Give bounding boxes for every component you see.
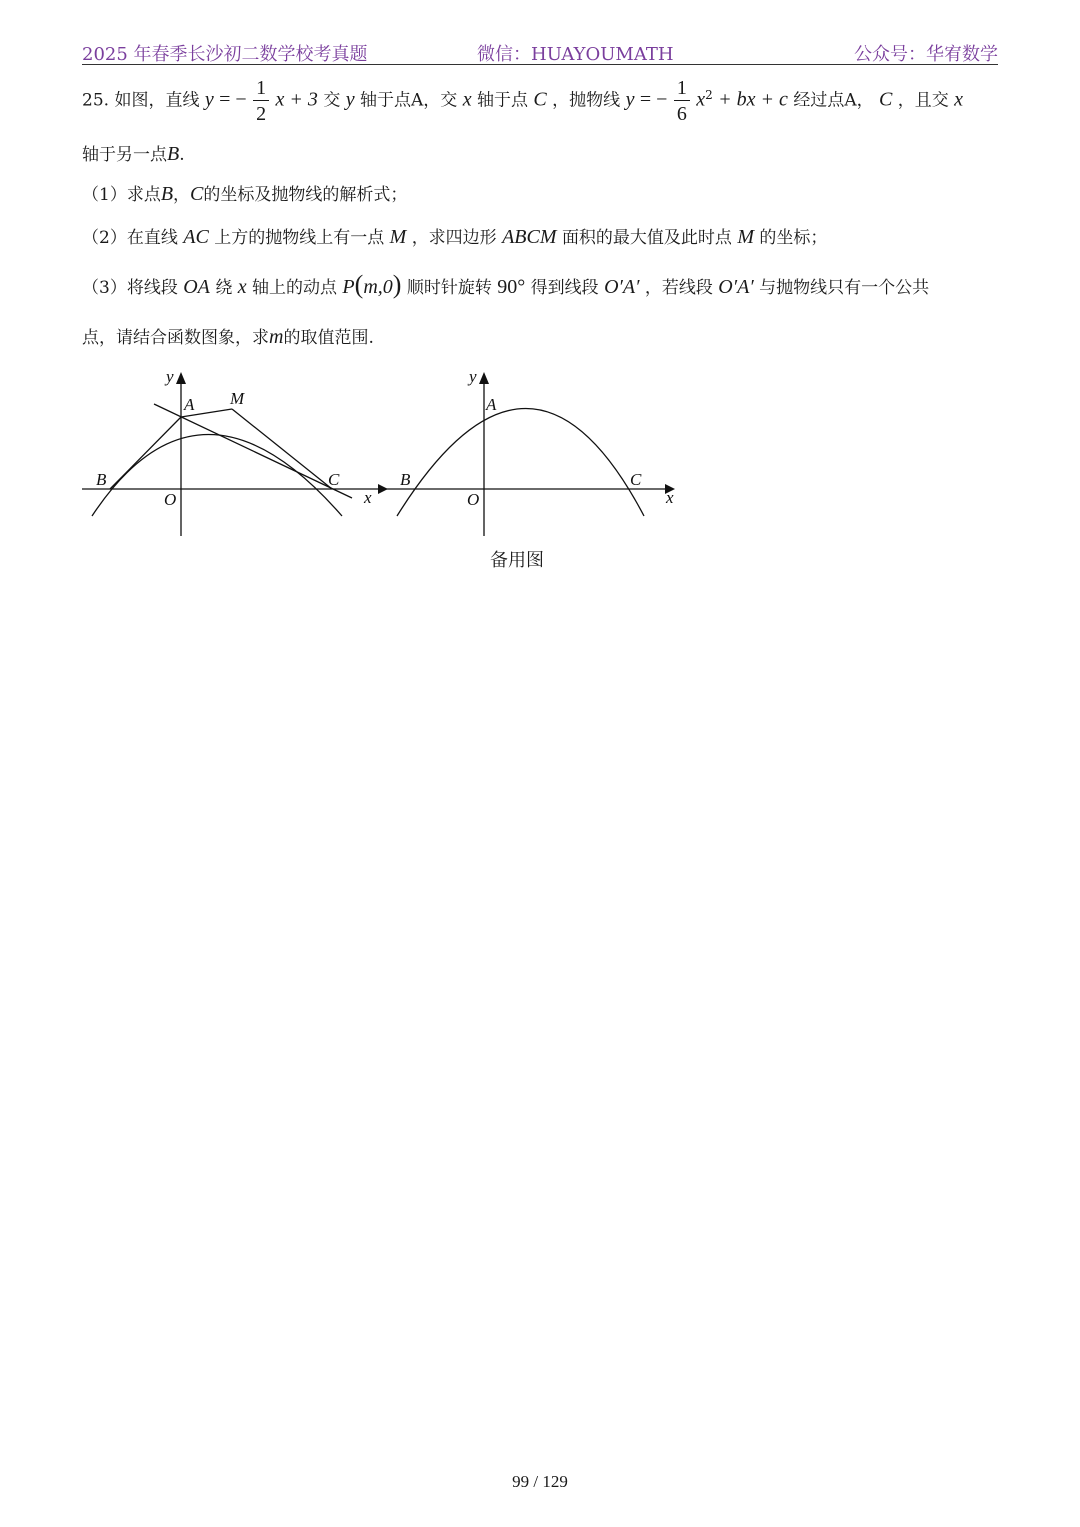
text: （2）在直线 [82,228,178,248]
math-var: y [204,88,214,111]
frac-den: 2 [253,100,269,124]
frac-num: 1 [256,77,267,99]
label-B: B [96,470,107,489]
label-x: x [666,488,674,507]
label-B: B [400,470,411,489]
question-1 [82,180,407,206]
text: ，抛物线 [552,90,621,111]
text: 顺时针旋转 [406,278,492,298]
header-title: 2025 年春季长沙初二数学校考真题 [82,44,368,65]
label-A: A [486,395,497,414]
segment-MC [232,409,332,489]
text: 轴上的动点 [252,278,338,298]
label-A: A [184,395,195,414]
label-y: y [469,368,477,386]
text: 上方的抛物线上有一点 [214,228,385,248]
math-var: C [190,183,204,205]
math-var: y [625,88,635,111]
math-paren: ( [354,270,364,299]
math-angle: 90° [497,276,526,298]
math-var: M [389,226,407,248]
parabola [397,409,644,517]
header-account: 公众号：华宥数学 [854,44,998,65]
y-axis-arrow-icon [479,372,489,384]
text: 与抛物线只有一个公共 [759,278,930,298]
text: 绕 [215,278,233,298]
math-var: O′A′ [718,276,754,298]
math-var: P [342,276,355,298]
text: 轴于点 [477,90,528,111]
text: ，且交 [897,90,949,111]
math-var: M [737,226,755,248]
math-var: x [462,88,472,111]
math-var: C [879,88,893,111]
text: （3）将线段 [82,278,178,298]
question-3-line-2 [82,323,374,349]
text: 的坐标及抛物线的解析式； [203,185,408,205]
math-var: x [954,88,964,111]
math-op: = − [639,88,668,111]
page-header [82,38,998,65]
text: . [179,145,185,165]
math-var: AC [183,226,209,248]
label-x: x [364,488,372,507]
text: ，求四边形 [411,228,497,248]
text: 面积的最大值及此时点 [561,228,732,248]
math-var: m [269,326,284,348]
question-2 [82,223,827,249]
math-paren: ) [392,270,402,299]
figure-svg [80,368,700,543]
frac-den: 6 [674,100,690,124]
text: 得到线段 [530,278,599,298]
fraction-half [253,78,269,124]
label-y: y [166,368,174,386]
math-var: B [160,183,174,205]
text: 轴于另一点 [82,145,167,165]
math-var: B [167,143,180,165]
figure-caption: 备用图 [490,550,544,571]
math-var: x [696,88,706,111]
text: 经过点A， [793,90,874,111]
math-exponent: 2 [705,87,713,102]
text: （1）求点 [82,185,161,205]
text: ，若线段 [644,278,713,298]
segment-AB [110,417,181,489]
text: 点，请结合函数图象，求 [82,328,269,348]
label-C: C [630,470,642,489]
math-var: x [237,276,247,298]
y-axis-arrow-icon [176,372,186,384]
figure-spare [386,368,675,536]
figures [80,368,700,547]
text: 轴于点A，交 [360,90,458,111]
math-var: O′A′ [604,276,640,298]
page-number: 99 / 129 [512,1472,568,1491]
text: 的坐标； [759,228,828,248]
line-AC [154,404,352,498]
math-op: = − [219,88,247,111]
label-O: O [164,490,177,509]
text: 如图，直线 [114,90,200,111]
problem-number: 25. [82,90,110,111]
math-expr: m,0 [363,276,393,298]
problem-line-2 [82,140,185,166]
label-C: C [328,470,340,489]
header-wechat: 微信：HUAYOUMATH [477,44,674,65]
figure-main [82,368,388,536]
text: ， [173,185,191,205]
math-var: OA [183,276,210,298]
math-var: y [345,88,355,111]
fraction-sixth [674,78,690,124]
text: 交 [323,90,341,111]
frac-num: 1 [676,77,687,99]
label-M: M [230,389,245,408]
math-expr: + bx + c [718,88,788,111]
math-expr: x + 3 [275,88,318,111]
label-O: O [467,490,480,509]
math-var: C [533,88,547,111]
math-var: ABCM [502,226,557,248]
text: 的取值范围. [283,328,374,348]
problem-line-1 [82,78,963,124]
question-3 [82,270,929,300]
